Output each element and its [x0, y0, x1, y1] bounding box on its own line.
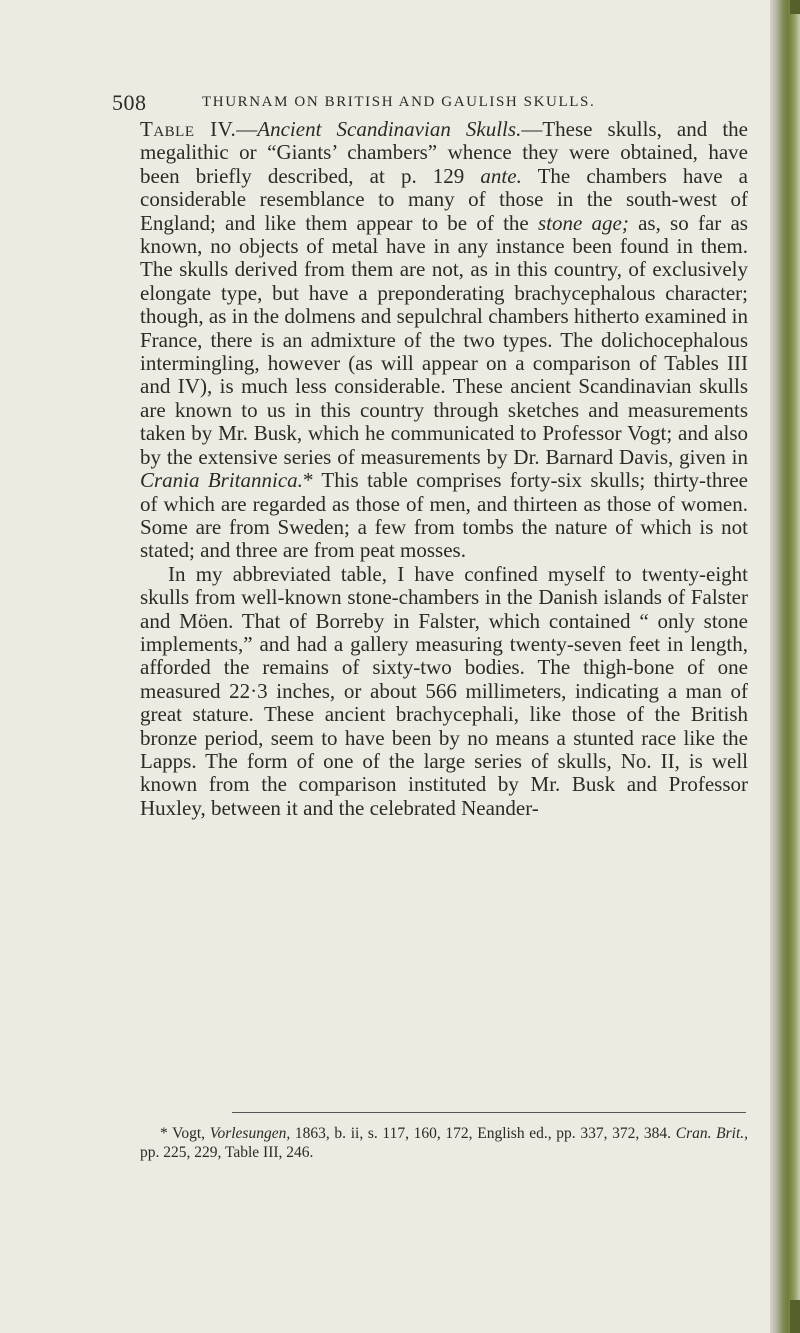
page-number: 508: [112, 90, 147, 115]
italic-crania-britannica: Crania Britannica.: [140, 468, 303, 493]
text-run: This table comprises forty-six skulls; thirty-three of which are regarded as those of men, and thirteen as those of women. Some are from Sweden; a few from tombs the nature of which is not stated; and three are from peat mosses.: [140, 468, 749, 563]
text-run: The chambers have a considerable resemblance to many of those in the south-west of England; and like them appear to be of the: [140, 163, 748, 235]
body-text: [140, 118, 748, 820]
text-run: pp. 225, 229, Table III, 246.: [140, 1144, 314, 1161]
text-run: Vogt,: [167, 1125, 210, 1142]
text-run: 1863, b. ii, s. 117, 160, 172, English ed., pp. 337, 372, 384.: [290, 1125, 676, 1142]
spine-tab: [790, 1300, 800, 1333]
dash: —: [236, 117, 258, 141]
footnote-marker: *: [302, 468, 314, 493]
text-run: as, so far as known, no objects of metal have in any instance been found in them. The skulls derived from them are not, as in this country, of exclusively elongate type, but have a preponderating brachycephalous character; though, as in the dolmens and sepulchral chambers hitherto examined in France, there is an admixture of the two types. The dolichocephalous intermingling, however (as will appear on a comparison of Tables III and IV), is much less considerable. These ancient Scandinavian skulls are known to us in this country through sketches and measurements taken by Mr. Busk, which he communicated to Professor Vogt; and also by the extensive series of measurements by Dr. Barnard Davis, given in: [140, 210, 748, 469]
italic-stone-age: stone age;: [537, 210, 629, 235]
page-header: [112, 90, 732, 120]
footnote-marker: *: [160, 1125, 168, 1142]
spine-tab: [790, 0, 800, 14]
paragraph-abbreviated-table: In my abbreviated table, I have confined myself to twenty-eight skulls from well-known stone-chambers in the Danish islands of Falster and Möen. That of Borreby in Falster, which contained “ only stone implements,” and had a gallery measuring twenty-seven feet in length, afforded the remains of sixty-two bodies. The thigh-bone of one measured 22·3 inches, or about 566 millimeters, indicating a man of great stature. These ancient brachycephali, like those of the British bronze period, seem to have been by no means a stunted race like the Lapps. The form of one of the large series of skulls, No. II, is well known from the comparison instituted by Mr. Busk and Professor Huxley, between it and the celebrated Neander-: [140, 561, 748, 820]
paragraph-table-iv: [140, 118, 748, 563]
section-title: Ancient Scandinavian Skulls.: [257, 117, 522, 141]
running-head: THURNAM ON BRITISH AND GAULISH SKULLS.: [202, 94, 596, 110]
table-label: Table IV.: [140, 117, 237, 141]
italic-ante: ante.: [480, 163, 522, 188]
italic-vorlesungen: Vorlesungen,: [209, 1125, 291, 1142]
footnote-rule: [232, 1112, 746, 1113]
italic-cran-brit: Cran. Brit.,: [675, 1125, 749, 1142]
book-spine-edge: [770, 0, 800, 1333]
text-run: —These skulls, and the megalithic or “Giants’ chambers” whence they were obtained, have been briefly described, at p. 129: [140, 117, 748, 188]
footnote: [140, 1124, 748, 1162]
